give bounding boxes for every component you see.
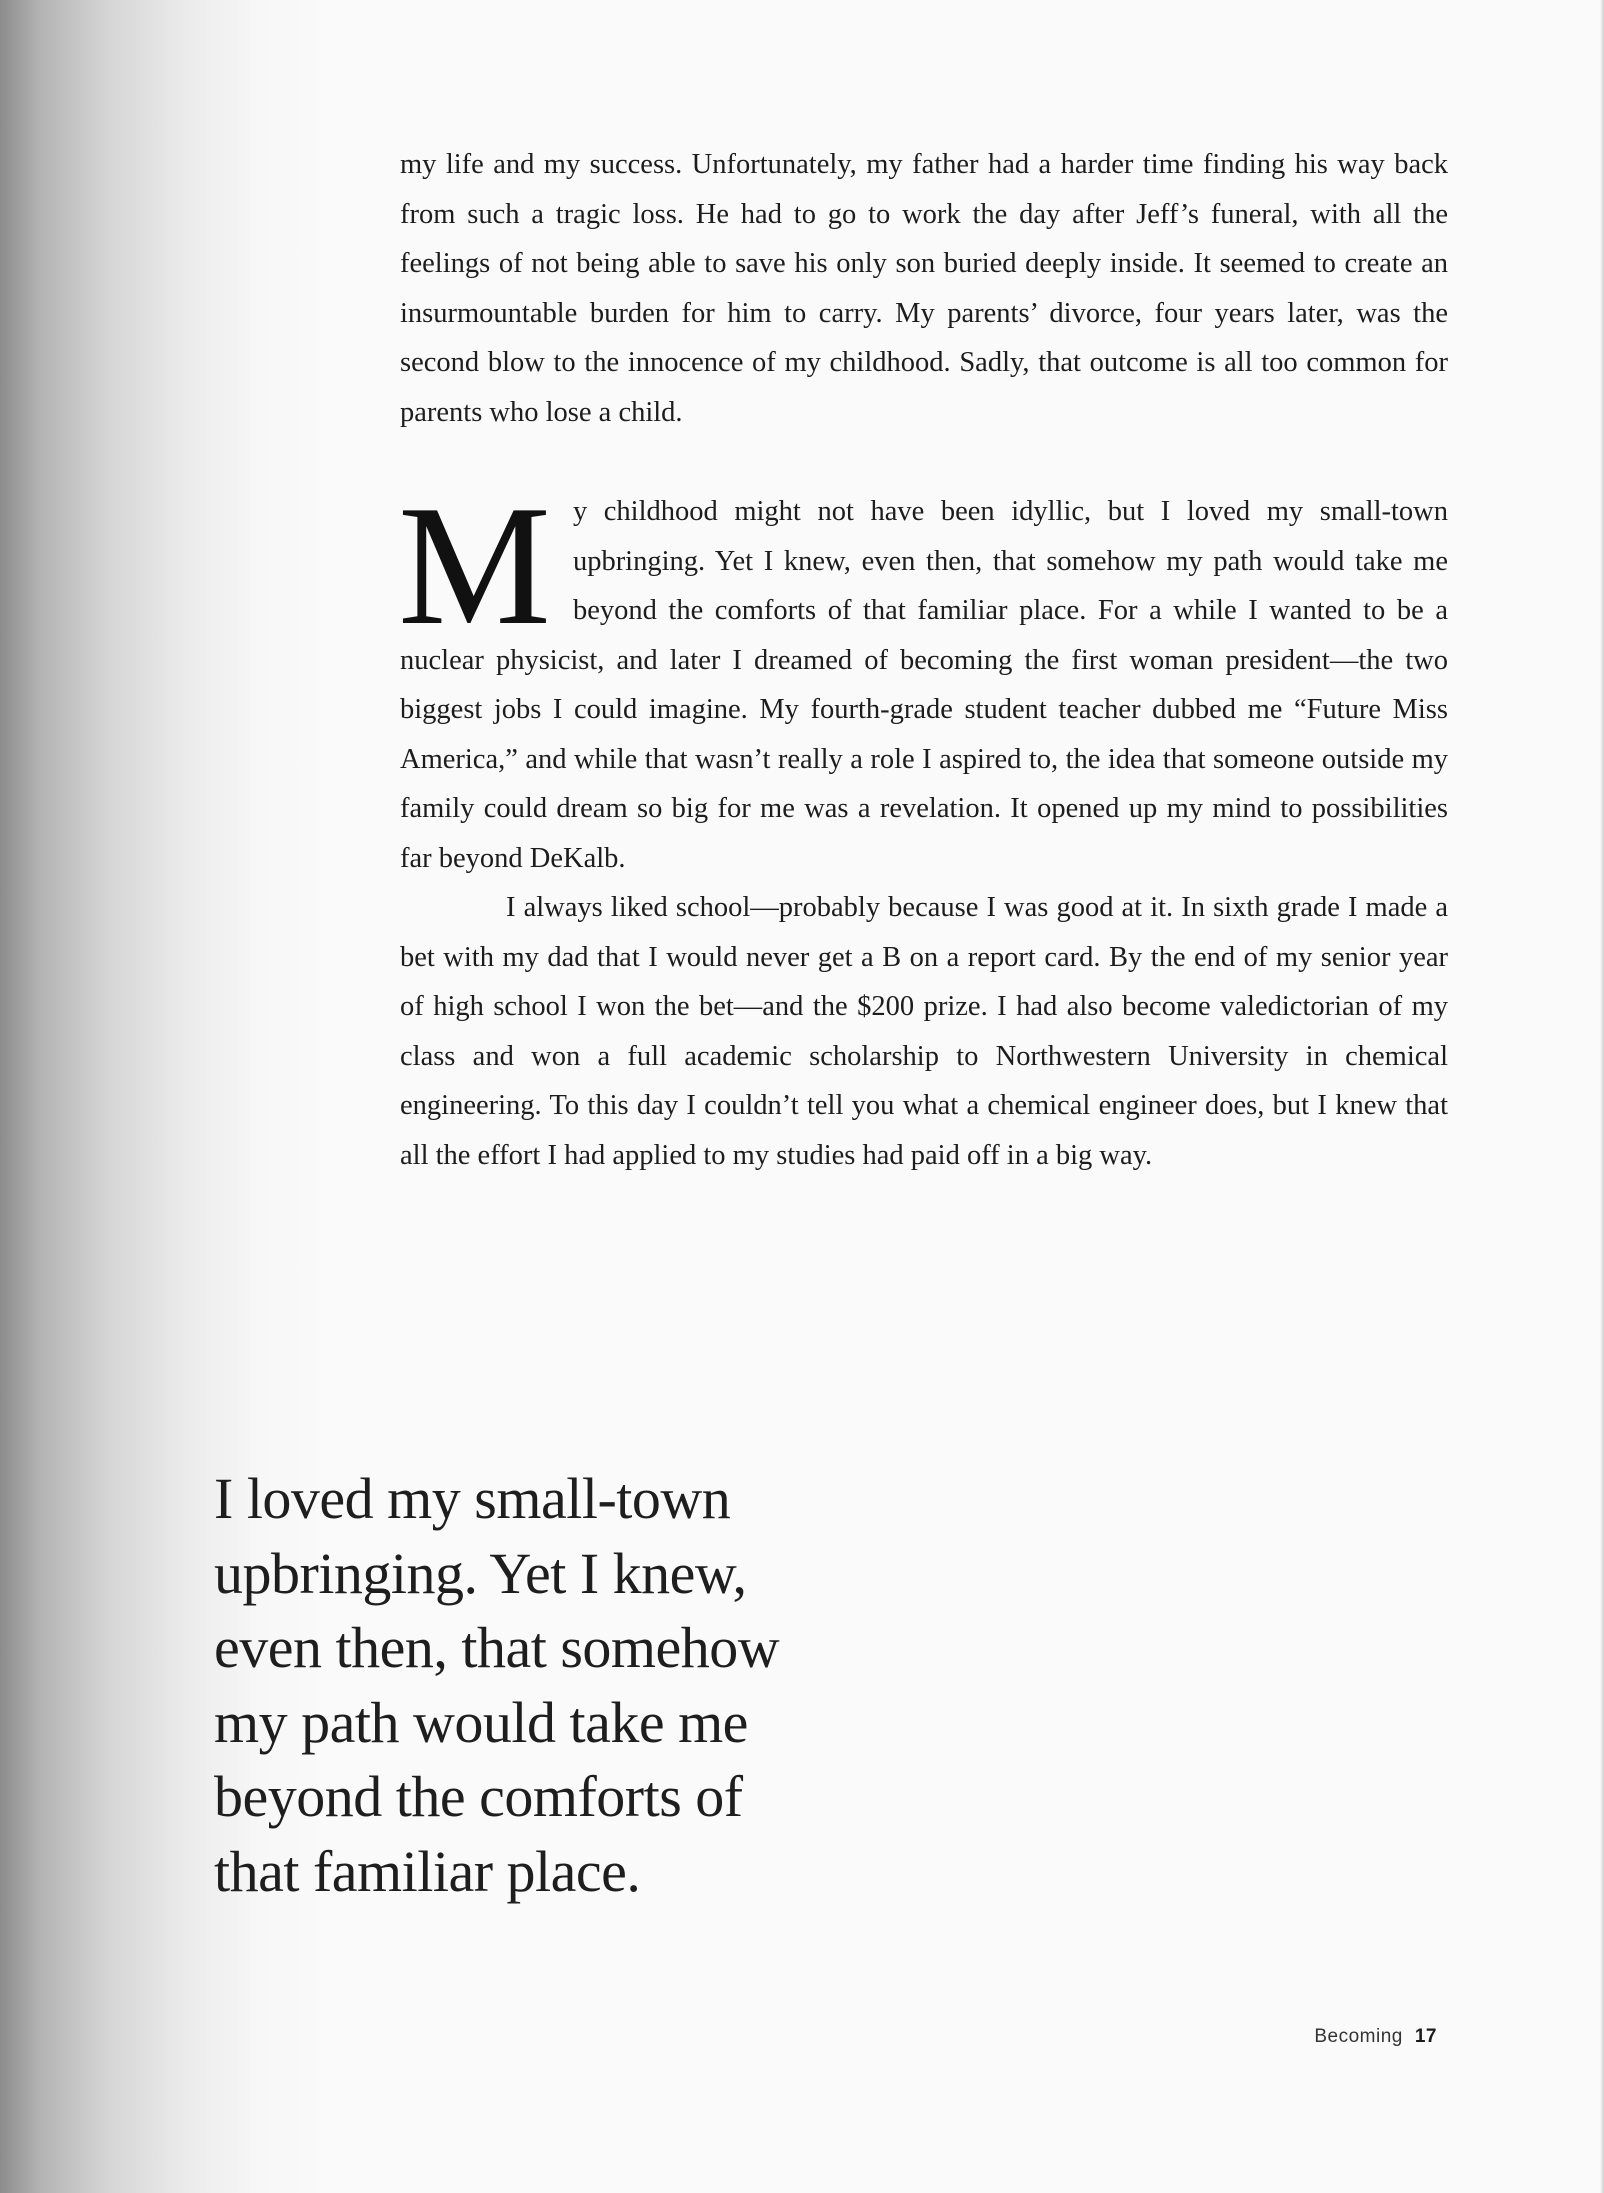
pull-quote-line: even then, that somehow [214,1615,780,1680]
running-title: Becoming [1314,2026,1403,2047]
pull-quote-line: beyond the comforts of [214,1764,743,1829]
body-paragraph-2 [398,471,1448,883]
body-text-column [400,140,1448,1180]
page-footer [1314,2026,1437,2048]
body-paragraph-1: my life and my success. Unfortunately, my father had a harder time finding his way back from such a tragic loss. He had to go to work the day after Jeff’s funeral, with all the feelings of not being able to save his only son buried deeply inside. It seemed to create an insurmountable burden for him to carry. My parents’ divorce, four years later, was the second blow to the innocence of my childhood. Sadly, that outcome is all too common for parents who lose a child. [400,149,1448,428]
body-paragraph-3: I always liked school—probably because I was good at it. In sixth grade I made a bet with my dad that I would never get a B on a report card. By the end of my senior year of high school I won the bet—and the $200 prize. I had also become valedictorian of my class and won a full academic scholarship to Northwestern University in chemical engineering. To this day I couldn’t tell you what a chemical engineer does, but I knew that all the effort I had applied to my studies had paid off in a big way. [400,892,1448,1171]
pull-quote-line: upbringing. Yet I knew, [214,1540,747,1606]
pull-quote-line: my path would take me [214,1689,748,1755]
page-edge [1600,0,1604,2193]
drop-cap: M [398,471,551,661]
page-number: 17 [1414,2026,1437,2047]
pull-quote-line: I loved my small-town [214,1466,731,1531]
pull-quote [214,1462,854,1909]
body-paragraph-2-text: y childhood might not have been idyllic, but I loved my small-town upbringing. Yet I knew, even then, that somehow my path would take me beyond the comforts of that familiar place. For a while I wanted to be a nuclear physicist, and later I dreamed of becoming the first woman president—the two biggest jobs I could imagine. My fourth-grade student teacher dubbed me “Future Miss America,” and while that wasn’t really a role I aspired to, the idea that someone outside my family could dream so big for me was a revelation. It opened up my mind to possibilities far beyond DeKalb. [400,496,1448,874]
pull-quote-line: that familiar place. [214,1838,641,1904]
